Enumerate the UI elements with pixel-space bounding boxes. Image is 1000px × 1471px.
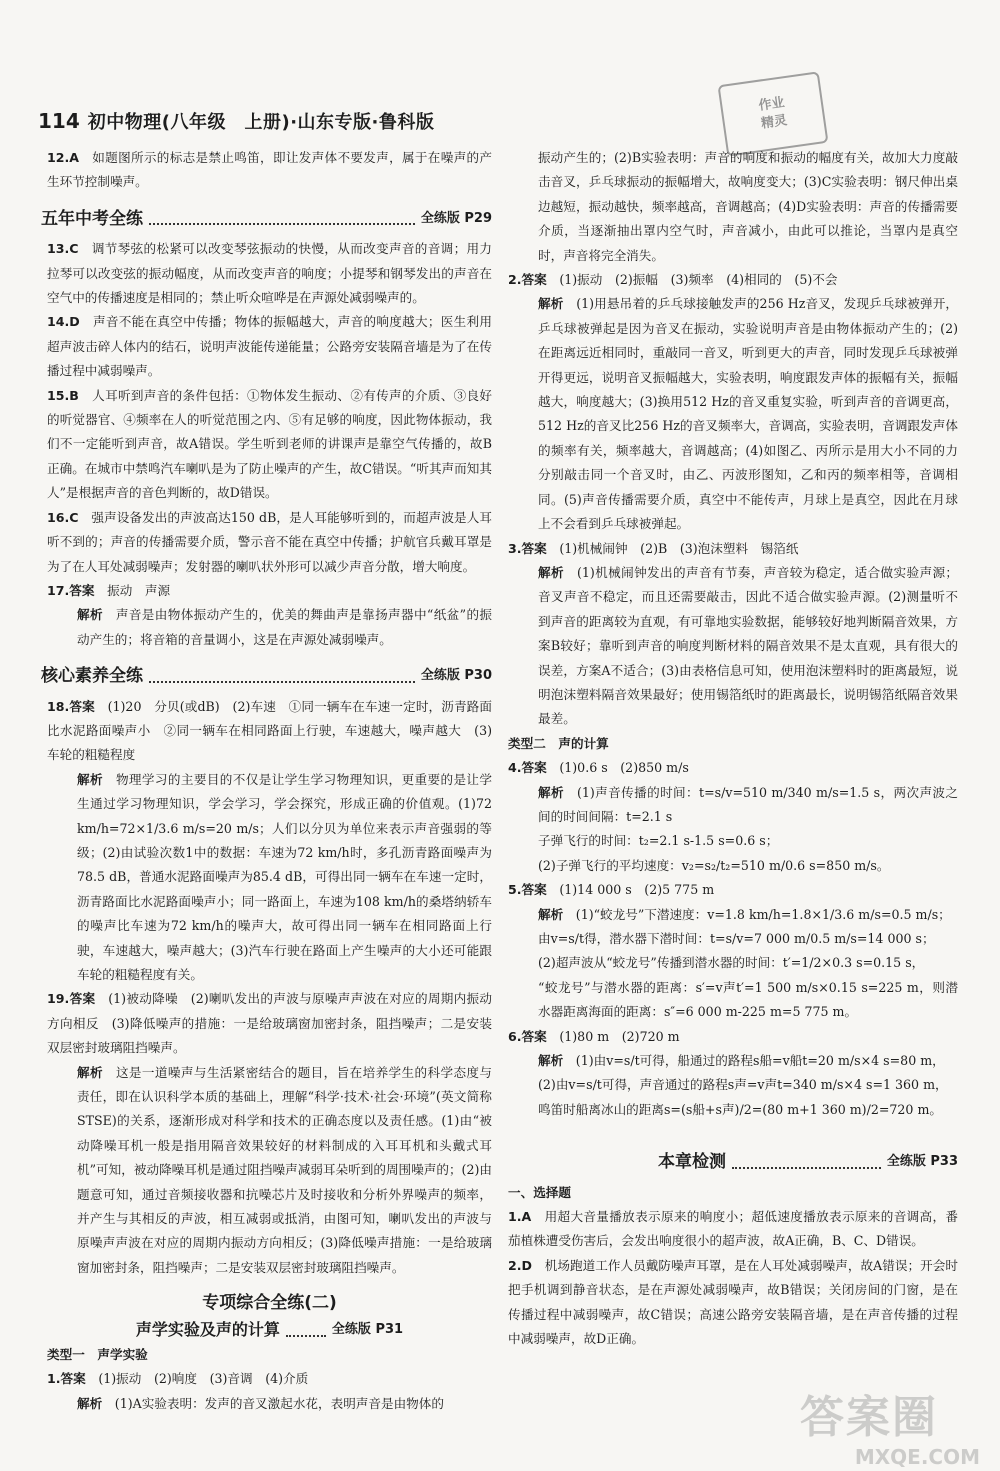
- right-column: [508, 146, 958, 1352]
- page-header: [38, 108, 434, 134]
- section-header-benzhang: [658, 1150, 958, 1174]
- special-subtitle: 声学实验及声的计算 全练版 P31: [135, 1320, 404, 1340]
- item-1-answer: 1.答案 (1)振动 (2)响度 (3)音调 (4)介质: [47, 1371, 309, 1387]
- choice-1: 1.A 用超大音量播放表示原来的响度小；超低速度播放表示原来的音调高，番茄植株遭受伤害后，会发出响度很小的超声波，故A正确，B、C、D错误。: [508, 1209, 959, 1249]
- item-12: 12.A 如题图所示的标志是禁止鸣笛，即让发声体不要发声，属于在噪声的产生环节控制噪声。: [47, 150, 493, 190]
- item-6-analysis-1: 解析 (1)由v=s/t可得，船通过的路程s船=v船t=20 m/s×4 s=80 m，: [538, 1053, 945, 1069]
- watermark-logo: 答案圈 MXQE.COM: [800, 1392, 980, 1469]
- item-13: 13.C 调节琴弦的松紧可以改变琴弦振动的快慢，从而改变声音的音调；用力拉琴可以改变弦的振动幅度，从而改变声音的响度；小提琴和钢琴发出的声音在空气中的传播速度是相同的；禁止听众喧哗是在声源处减弱噪声的。: [47, 241, 493, 306]
- item-1-analysis-cont: 振动产生的；(2)B实验表明：声音的响度和振动的幅度有关，故加大力度敲击音叉，乒乓球振动的振幅增大，故响度变大；(3)C实验表明：钢尺伸出桌边越短，振动越快，频率越高，音调越高；(4)D实验表明：声音的传播需要介质，当逐渐抽出罩内空气时，声音减小，由此可以推论，当罩内是真空时，声音将完全消失。: [538, 150, 958, 263]
- item-4-analysis-3: (2)子弹飞行的平均速度：v₂=s₂/t₂=510 m/0.6 s=850 m/s。: [538, 857, 890, 873]
- section-ref: 全练版 P30: [420, 668, 492, 684]
- left-column: [41, 146, 493, 1416]
- item-17-answer: 17.答案 振动 声源: [47, 582, 171, 598]
- section-ref: 全练版 P29: [420, 210, 492, 226]
- section-title: 核心素养全练: [41, 666, 143, 687]
- section-title: 本章检测: [658, 1152, 726, 1173]
- section-header-wunian: [41, 207, 492, 231]
- item-6-analysis-3: 鸣笛时船离冰山的距离s=(s船+s声)/2=(80 m+1 360 m)/2=720 m。: [538, 1101, 942, 1117]
- item-16: 16.C 强声设备发出的声波高达150 dB，是人耳能够听到的，而超声波是人耳听不到的；声音的传播需要介质，警示音不能在真空中传播；护航官兵戴耳罩是为了在人耳处减弱噪声；发射器的喇叭状外形可以减少声音分散，增大响度。: [47, 509, 493, 574]
- item-2-analysis: 解析 (1)用悬吊着的乒乓球接触发声的256 Hz音叉，发现乒乓球被弹开，乒乓球被弹起是因为音叉在振动，实验说明声音是由物体振动产生的；(2)在距离远近相同时，重敲同一音叉，听到更大的声音，同时发现乒乓球被弹开得更远，说明音叉振幅越大，实验表明，响度跟发声体的振幅有关，振幅越大，响度越大；(3)换用512 Hz的音叉重复实验，听到声音的音调更高，512 Hz的音叉比256 Hz的音叉频率大，音调高，实验表明，音调跟发声体的频率有关，频率越大，音调越高；(4)如图乙、丙所示是用大小不同的力分别敲击同一个音叉时，由乙、丙波形图知，乙和丙的频率相等，音调相同。(5)声音传播需要介质，真空中不能传声，月球上是真空，因此在月球上不会看到乒乓球被弹起。: [538, 296, 959, 532]
- item-2-answer: 2.答案 (1)振动 (2)振幅 (3)频率 (4)相同的 (5)不会: [508, 272, 838, 288]
- item-3-analysis: 解析 (1)机械闹钟发出的声音有节奏，声音较为稳定，适合做实验声源；音叉声音不稳定，而且还需要敲击，因此不适合做实验声源。(2)测量听不到声音的距离较为直观，有可靠地实验数据，能够较好地判断隔音效果，方案B较好；靠听到声音的响度判断材料的隔音效果不是太直观，具有很大的误差，方案A不适合；(3)由表格信息可知，使用泡沫塑料时的距离最短，说明泡沫塑料隔音效果最好；使用锡箔纸时的距离最长，说明锡箔纸隔音效果最差。: [538, 564, 959, 727]
- stamp-line1: 作业: [757, 95, 786, 114]
- item-3-answer: 3.答案 (1)机械闹钟 (2)B (3)泡沫塑料 锡箔纸: [508, 540, 799, 556]
- item-6-analysis-2: (2)由v=s/t可得，声音通过的路程s声=v声t=340 m/s×4 s=1 360 m，: [538, 1077, 948, 1093]
- section-header-hexin: [41, 664, 492, 688]
- item-4-answer: 4.答案 (1)0.6 s (2)850 m/s: [508, 760, 689, 776]
- item-19-analysis: 解析 这是一道噪声与生活紧密结合的题目，旨在培养学生的科学态度与责任，即在认识科学本质的基础上，理解“科学·技术·社会·环境”(英文简称STSE)的关系，逐渐形成对科学和技术的正确态度以及责任感。(1)由“被动降噪耳机一般是指用隔音效果较好的材料制成的入耳耳机和头戴式耳机”可知，被动降噪耳机是通过阻挡噪声减弱耳朵听到的周围噪声的；(2)由题意可知，通过音频接收器和抗噪芯片及时接收和分析外界噪声的频率，并产生与其相反的声波，相互减弱或抵消，由图可知，喇叭发出的声波与原噪声声波在对应的周期内振动方向相反；(3)降低噪声措施：一是给玻璃窗加密封条，阻挡噪声；二是安装双层密封玻璃阻挡噪声。: [77, 1064, 493, 1275]
- item-14: 14.D 声音不能在真空中传播；物体的振幅越大，声音的响度越大；医生利用超声波击碎人体内的结石，说明声波能传递能量；公路旁安装隔音墙是为了在传播过程中减弱噪声。: [47, 314, 493, 379]
- section-ref: 全练版 P33: [886, 1154, 958, 1170]
- item-5-analysis-3: (2)超声波从“蛟龙号”传播到潜水器的时间：t′=1/2×0.3 s=0.15 s，: [538, 955, 925, 971]
- item-18-answer: 18.答案 (1)20 分贝(或dB) (2)车速 ①同一辆车在车速一定时，沥青路面比水泥路面噪声小 ②同一辆车在相同路面上行驶，车速越大，噪声越大 (3)车轮的粗糙程度: [47, 698, 492, 763]
- part-one-heading: 一、选择题: [508, 1184, 571, 1200]
- item-5-analysis-1: 解析 (1)“蛟龙号”下潜速度：v=1.8 km/h=1.8×1/3.6 m/s=0.5 m/s；: [538, 906, 951, 922]
- item-4-analysis-2: 子弹飞行的时间：t₂=2.1 s-1.5 s=0.6 s；: [538, 833, 779, 849]
- item-4-analysis-1: 解析 (1)声音传播的时间：t=s/v=510 m/340 m/s=1.5 s，两次声波之间的时间间隔：t=2.1 s: [538, 784, 959, 824]
- item-5-answer: 5.答案 (1)14 000 s (2)5 775 m: [508, 882, 715, 898]
- item-19-answer: 19.答案 (1)被动降噪 (2)喇叭发出的声波与原噪声声波在对应的周期内振动方向相反 (3)降低噪声的措施：一是给玻璃窗加密封条，阻挡噪声；二是安装双层密封玻璃阻挡噪声。: [47, 991, 492, 1056]
- section-title: 五年中考全练: [41, 208, 143, 229]
- stamp-logo: [717, 71, 828, 156]
- item-5-analysis-4: “蛟龙号”与潜水器的距离：s′=v声t′=1 500 m/s×0.15 s=225 m，则潜水器距离海面的距离：s″=6 000 m-225 m=5 775 m。: [538, 979, 958, 1020]
- choice-2: 2.D 机场跑道工作人员戴防噪声耳罩，是在人耳处减弱噪声，故A错误；开会时把手机调到静音状态，是在声源处减弱噪声，故B错误；关闭房间的门窗，是在传播过程中减弱噪声，故C错误；高速公路旁安装隔音墙，是在声音传播的过程中减弱噪声，故D正确。: [508, 1257, 958, 1347]
- item-5-analysis-2: 由v=s/t得，潜水器下潜时间：t=s/v=7 000 m/0.5 m/s=14 000 s；: [538, 931, 935, 946]
- page-number: 114: [38, 109, 80, 133]
- item-17-analysis: 解析 声音是由物体振动产生的，优美的舞曲声是靠扬声器中“纸盆”的振动产生的；将音箱的音量调小，这是在声源处减弱噪声。: [77, 607, 492, 647]
- item-18-analysis: 解析 物理学习的主要目的不仅是让学生学习物理知识，更重要的是让学生通过学习物理知识，学会学习，学会探究，形成正确的价值观。(1)72 km/h=72×1/3.6 m/s=20 m/s；人们以分贝为单位来表示声音强弱的等级；(2)由试验次数1中的数据：车速为72 km/h时，多孔沥青路面噪声为78.5 dB，普通水泥路面噪声为85.4 dB，可得出同一辆车在车速一定时，沥青路面比水泥路面噪声小；同一路面上，车速为108 km/h的桑塔纳轿车的噪声比车速为72 km/h的噪声大，故可得出同一辆车在相同路面上行驶，车速越大，噪声越大；(3)汽车行驶在路面上产生噪声的大小还可能跟车轮的粗糙程度有关。: [77, 771, 493, 982]
- item-6-answer: 6.答案 (1)80 m (2)720 m: [508, 1028, 680, 1044]
- book-title: 初中物理(八年级 上册)·山东专版·鲁科版: [87, 112, 435, 133]
- stamp-line2: 精灵: [760, 113, 789, 132]
- type-two-heading: 类型二 声的计算: [508, 735, 609, 751]
- special-title: 专项综合全练(二): [202, 1293, 337, 1314]
- item-1-analysis: 解析 (1)A实验表明：发声的音叉激起水花，表明声音是由物体的: [77, 1395, 444, 1411]
- item-15: 15.B 人耳听到声音的条件包括：①物体发生振动、②有传声的介质、③良好的听觉器官、④频率在人的听觉范围之内、⑤有足够的响度，因此物体振动，我们不一定能听到声音，故A错误。学生听到老师的讲课声是靠空气传播的，故B正确。在城市中禁鸣汽车喇叭是为了防止噪声的产生，故C错误。“听其声而知其人”是根据声音的音色判断的，故D错误。: [47, 387, 493, 501]
- type-one-heading: 类型一 声学实验: [47, 1346, 148, 1362]
